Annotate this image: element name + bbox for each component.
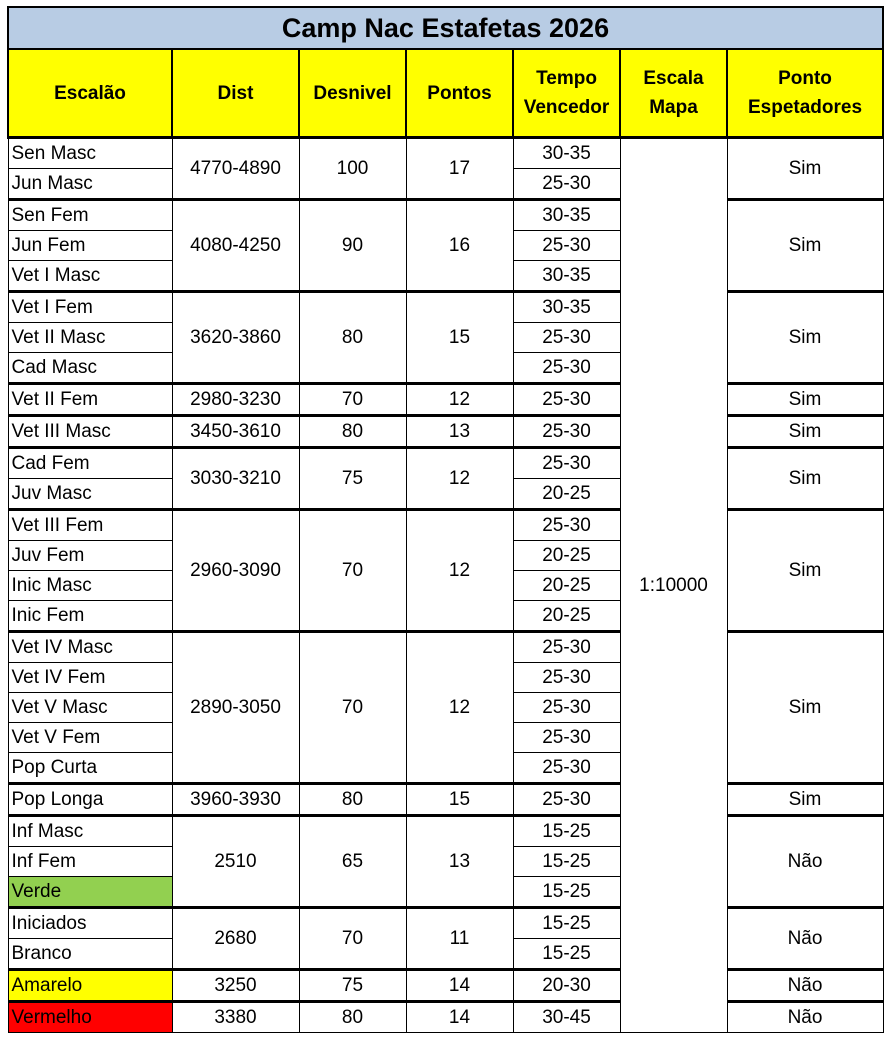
pontos-cell: 14 bbox=[406, 1002, 513, 1033]
table-row bbox=[8, 1002, 883, 1033]
table-row bbox=[8, 510, 883, 541]
desnivel-cell: 70 bbox=[299, 510, 406, 632]
dist-cell: 2890-3050 bbox=[172, 632, 299, 784]
tempo-cell: 25-30 bbox=[513, 169, 620, 200]
dist-cell: 3960-3930 bbox=[172, 784, 299, 816]
desnivel-cell: 90 bbox=[299, 200, 406, 292]
espetadores-cell: Sim bbox=[727, 632, 883, 784]
dist-cell: 4080-4250 bbox=[172, 200, 299, 292]
pontos-cell: 15 bbox=[406, 784, 513, 816]
escalao-cell: Amarelo bbox=[8, 970, 172, 1002]
table-row bbox=[8, 416, 883, 448]
espetadores-cell: Não bbox=[727, 1002, 883, 1033]
desnivel-cell: 80 bbox=[299, 292, 406, 384]
dist-cell: 3450-3610 bbox=[172, 416, 299, 448]
dist-cell: 3620-3860 bbox=[172, 292, 299, 384]
espetadores-cell: Sim bbox=[727, 510, 883, 632]
tempo-cell: 25-30 bbox=[513, 323, 620, 353]
escalao-cell: Vermelho bbox=[8, 1002, 172, 1033]
tempo-cell: 15-25 bbox=[513, 877, 620, 908]
table-row bbox=[8, 784, 883, 816]
espetadores-cell: Não bbox=[727, 908, 883, 970]
escalao-cell: Sen Masc bbox=[8, 138, 172, 169]
escalao-cell: Vet III Fem bbox=[8, 510, 172, 541]
header-ponto-espetadores: Ponto Espetadores bbox=[727, 49, 883, 138]
escalao-cell: Cad Fem bbox=[8, 448, 172, 479]
escalao-cell: Juv Fem bbox=[8, 541, 172, 571]
table-row bbox=[8, 970, 883, 1002]
escalao-cell: Verde bbox=[8, 877, 172, 908]
header-escala-mapa: Escala Mapa bbox=[620, 49, 727, 138]
escalao-cell: Inic Fem bbox=[8, 601, 172, 632]
tempo-cell: 20-25 bbox=[513, 601, 620, 632]
espetadores-cell: Não bbox=[727, 970, 883, 1002]
escalao-cell: Inic Masc bbox=[8, 571, 172, 601]
espetadores-cell: Sim bbox=[727, 384, 883, 416]
tempo-cell: 25-30 bbox=[513, 448, 620, 479]
header-escalao: Escalão bbox=[8, 49, 172, 138]
dist-cell: 3380 bbox=[172, 1002, 299, 1033]
dist-cell: 4770-4890 bbox=[172, 138, 299, 200]
desnivel-cell: 80 bbox=[299, 1002, 406, 1033]
tempo-cell: 20-25 bbox=[513, 541, 620, 571]
tempo-cell: 20-25 bbox=[513, 571, 620, 601]
tempo-cell: 30-35 bbox=[513, 200, 620, 231]
tempo-cell: 20-25 bbox=[513, 479, 620, 510]
tempo-cell: 15-25 bbox=[513, 939, 620, 970]
relay-courses-table bbox=[7, 6, 884, 1033]
escala-mapa-cell: 1:10000 bbox=[620, 138, 727, 1033]
escalao-cell: Jun Masc bbox=[8, 169, 172, 200]
tempo-cell: 25-30 bbox=[513, 231, 620, 261]
desnivel-cell: 65 bbox=[299, 816, 406, 908]
table-row bbox=[8, 138, 883, 169]
tempo-cell: 25-30 bbox=[513, 510, 620, 541]
escalao-cell: Vet I Masc bbox=[8, 261, 172, 292]
header-pontos: Pontos bbox=[406, 49, 513, 138]
tempo-cell: 25-30 bbox=[513, 784, 620, 816]
escalao-cell: Iniciados bbox=[8, 908, 172, 939]
escalao-cell: Inf Fem bbox=[8, 847, 172, 877]
escalao-cell: Branco bbox=[8, 939, 172, 970]
tempo-cell: 15-25 bbox=[513, 908, 620, 939]
dist-cell: 2960-3090 bbox=[172, 510, 299, 632]
desnivel-cell: 80 bbox=[299, 784, 406, 816]
tempo-cell: 25-30 bbox=[513, 693, 620, 723]
dist-cell: 2510 bbox=[172, 816, 299, 908]
dist-cell: 2680 bbox=[172, 908, 299, 970]
pontos-cell: 14 bbox=[406, 970, 513, 1002]
tempo-cell: 25-30 bbox=[513, 416, 620, 448]
header-dist: Dist bbox=[172, 49, 299, 138]
espetadores-cell: Sim bbox=[727, 292, 883, 384]
table-row bbox=[8, 384, 883, 416]
desnivel-cell: 100 bbox=[299, 138, 406, 200]
tempo-cell: 25-30 bbox=[513, 753, 620, 784]
header-tempo-vencedor: Tempo Vencedor bbox=[513, 49, 620, 138]
espetadores-cell: Sim bbox=[727, 138, 883, 200]
tempo-cell: 25-30 bbox=[513, 723, 620, 753]
table-row bbox=[8, 908, 883, 939]
pontos-cell: 13 bbox=[406, 816, 513, 908]
pontos-cell: 13 bbox=[406, 416, 513, 448]
tempo-cell: 15-25 bbox=[513, 816, 620, 847]
espetadores-cell: Sim bbox=[727, 448, 883, 510]
escalao-cell: Vet V Masc bbox=[8, 693, 172, 723]
dist-cell: 3250 bbox=[172, 970, 299, 1002]
escalao-cell: Vet II Fem bbox=[8, 384, 172, 416]
tempo-cell: 15-25 bbox=[513, 847, 620, 877]
tempo-cell: 25-30 bbox=[513, 663, 620, 693]
pontos-cell: 11 bbox=[406, 908, 513, 970]
escalao-cell: Vet IV Masc bbox=[8, 632, 172, 663]
tempo-cell: 30-35 bbox=[513, 261, 620, 292]
table-row bbox=[8, 292, 883, 323]
header-desnivel: Desnivel bbox=[299, 49, 406, 138]
escalao-cell: Sen Fem bbox=[8, 200, 172, 231]
table-title: Camp Nac Estafetas 2026 bbox=[8, 7, 883, 49]
escalao-cell: Vet V Fem bbox=[8, 723, 172, 753]
table-body bbox=[8, 138, 883, 1033]
dist-cell: 3030-3210 bbox=[172, 448, 299, 510]
desnivel-cell: 80 bbox=[299, 416, 406, 448]
escalao-cell: Jun Fem bbox=[8, 231, 172, 261]
tempo-cell: 30-35 bbox=[513, 138, 620, 169]
escalao-cell: Vet IV Fem bbox=[8, 663, 172, 693]
desnivel-cell: 70 bbox=[299, 632, 406, 784]
desnivel-cell: 70 bbox=[299, 384, 406, 416]
tempo-cell: 25-30 bbox=[513, 384, 620, 416]
escalao-cell: Vet III Masc bbox=[8, 416, 172, 448]
escalao-cell: Pop Curta bbox=[8, 753, 172, 784]
escalao-cell: Vet II Masc bbox=[8, 323, 172, 353]
tempo-cell: 30-45 bbox=[513, 1002, 620, 1033]
tempo-cell: 25-30 bbox=[513, 632, 620, 663]
pontos-cell: 15 bbox=[406, 292, 513, 384]
escalao-cell: Cad Masc bbox=[8, 353, 172, 384]
espetadores-cell: Não bbox=[727, 816, 883, 908]
espetadores-cell: Sim bbox=[727, 416, 883, 448]
escalao-cell: Juv Masc bbox=[8, 479, 172, 510]
desnivel-cell: 75 bbox=[299, 970, 406, 1002]
dist-cell: 2980-3230 bbox=[172, 384, 299, 416]
desnivel-cell: 75 bbox=[299, 448, 406, 510]
escalao-cell: Vet I Fem bbox=[8, 292, 172, 323]
pontos-cell: 16 bbox=[406, 200, 513, 292]
escalao-cell: Inf Masc bbox=[8, 816, 172, 847]
desnivel-cell: 70 bbox=[299, 908, 406, 970]
pontos-cell: 17 bbox=[406, 138, 513, 200]
table-row bbox=[8, 448, 883, 479]
table-row bbox=[8, 200, 883, 231]
tempo-cell: 25-30 bbox=[513, 353, 620, 384]
table-row bbox=[8, 632, 883, 663]
pontos-cell: 12 bbox=[406, 384, 513, 416]
escalao-cell: Pop Longa bbox=[8, 784, 172, 816]
pontos-cell: 12 bbox=[406, 632, 513, 784]
pontos-cell: 12 bbox=[406, 510, 513, 632]
pontos-cell: 12 bbox=[406, 448, 513, 510]
tempo-cell: 20-30 bbox=[513, 970, 620, 1002]
espetadores-cell: Sim bbox=[727, 784, 883, 816]
tempo-cell: 30-35 bbox=[513, 292, 620, 323]
espetadores-cell: Sim bbox=[727, 200, 883, 292]
table-row bbox=[8, 816, 883, 847]
